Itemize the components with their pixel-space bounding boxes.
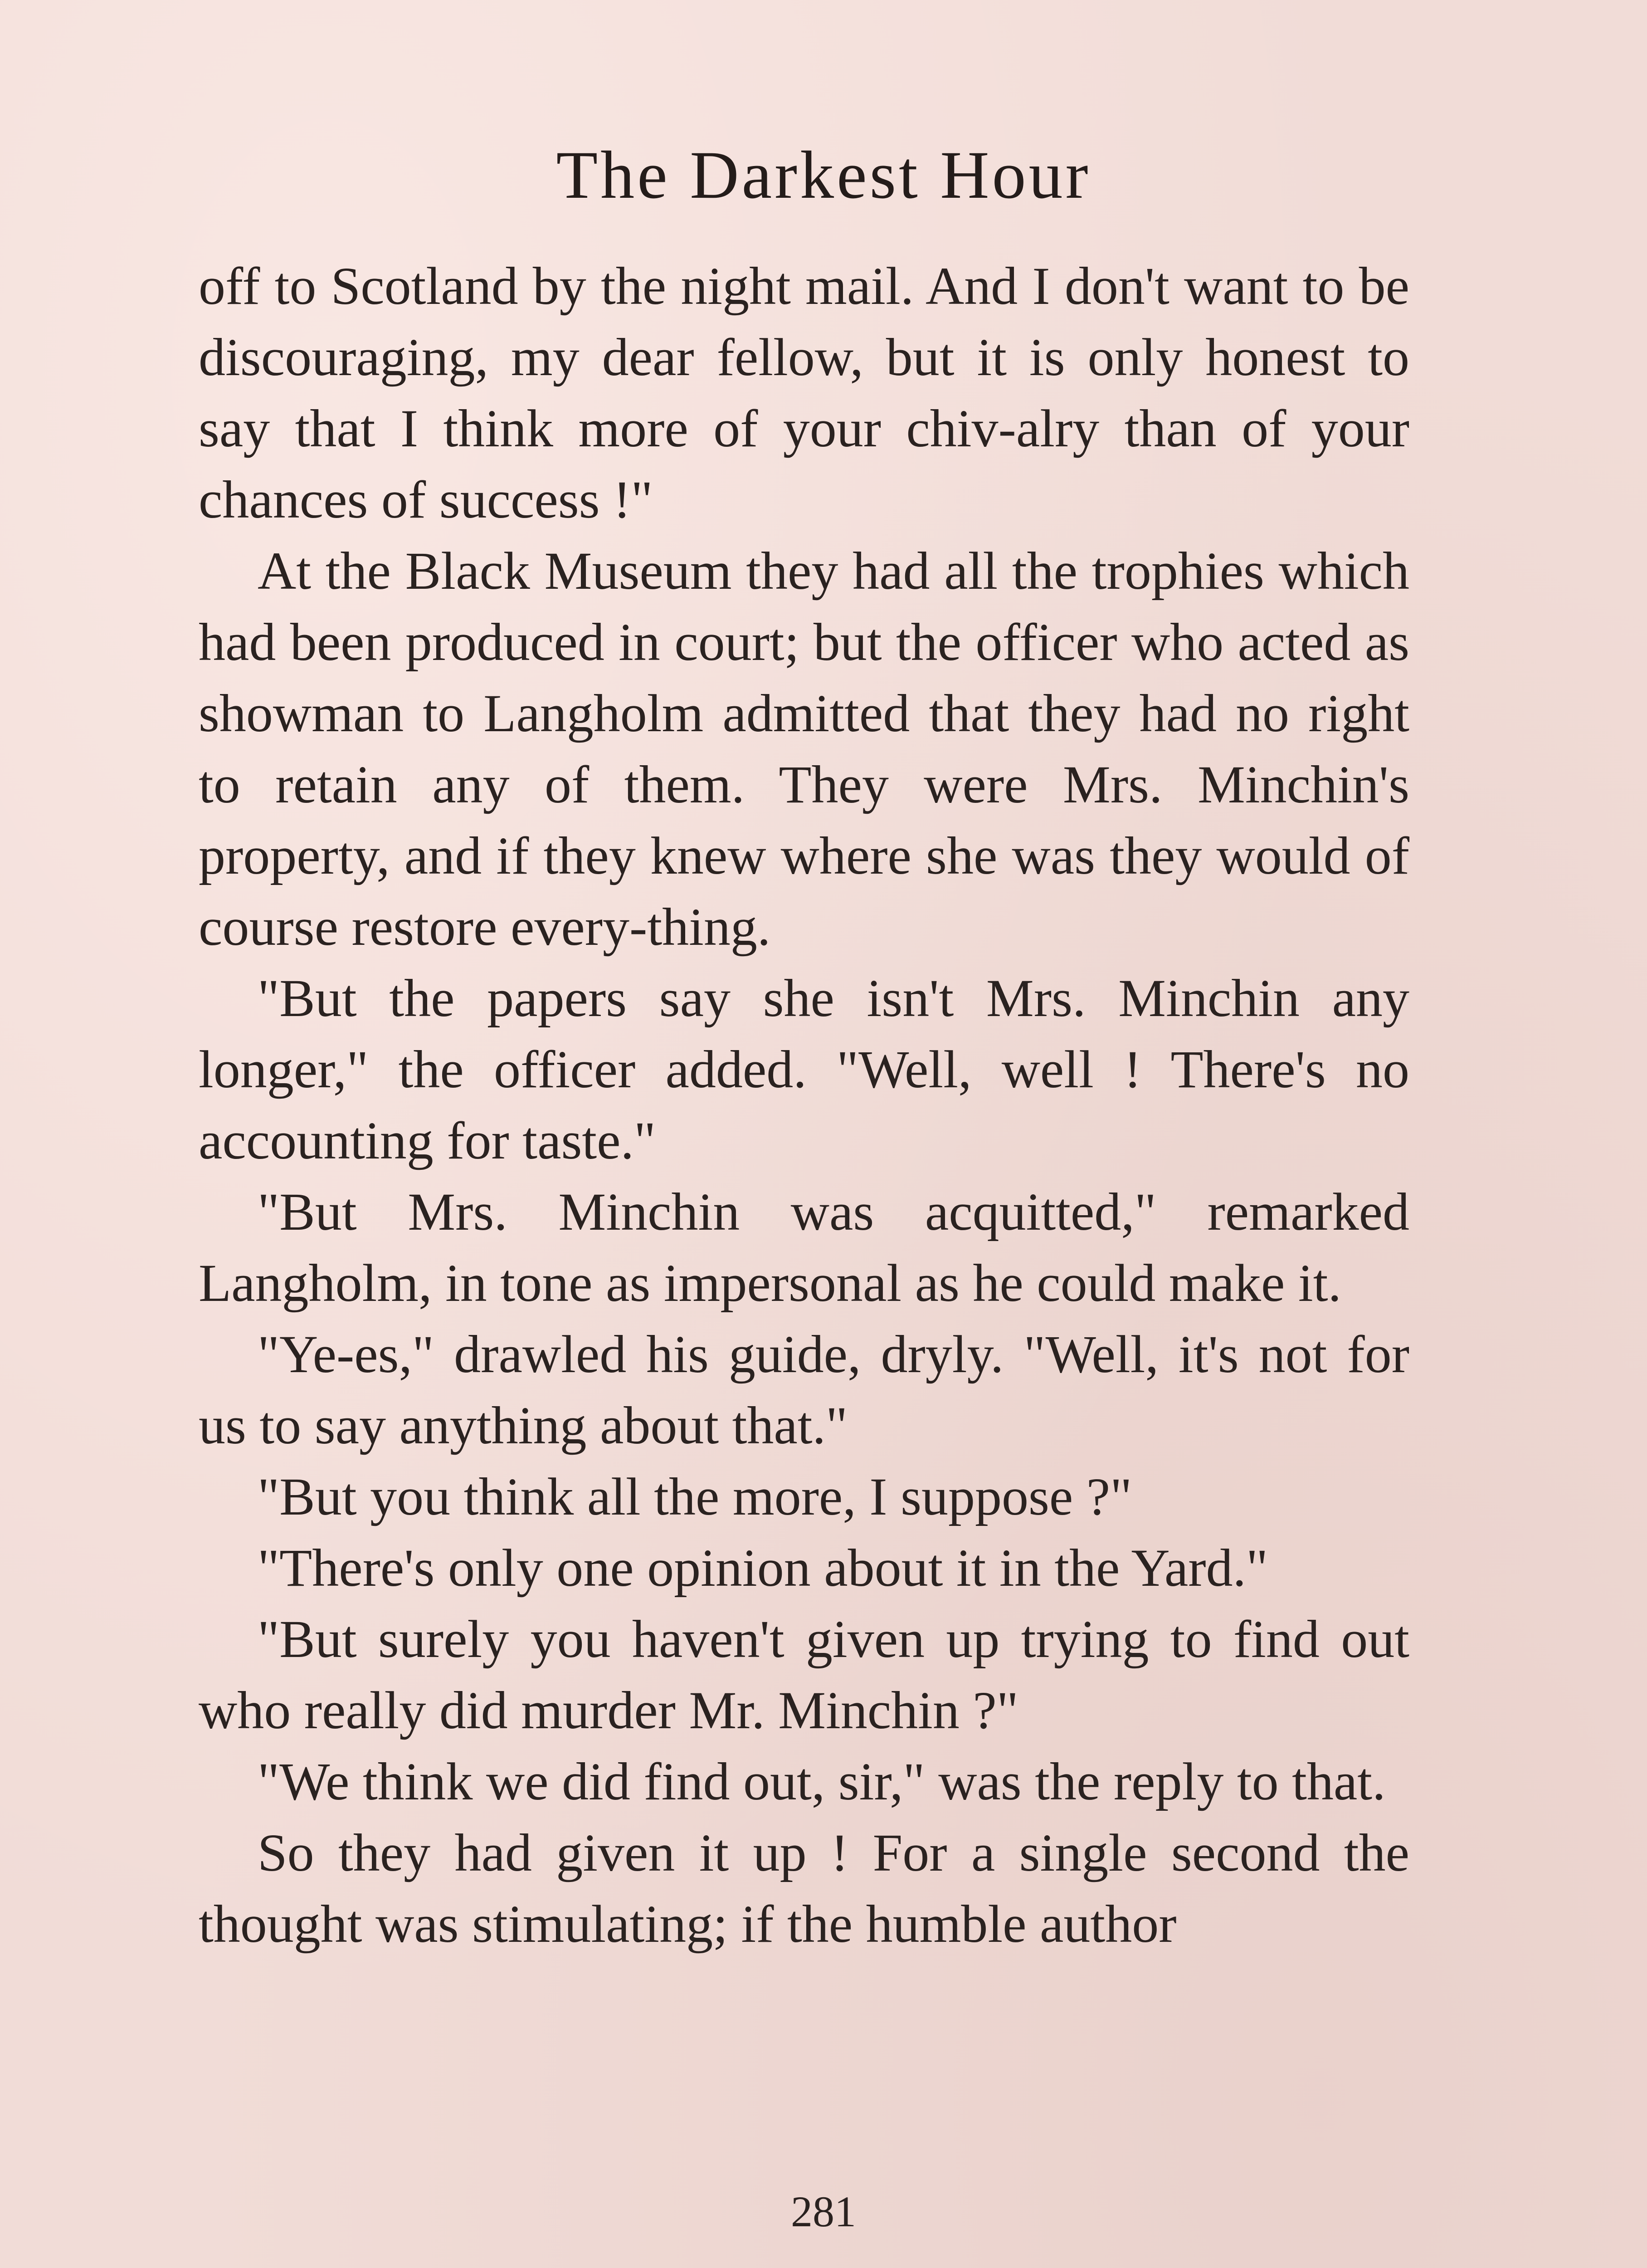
page-number: 281 [791, 2187, 856, 2236]
paragraph: off to Scotland by the night mail. And I don't want to be discouraging, my dear fellow, but it is only honest to say that I think more of your chiv-alry than of your chances of success !" [199, 256, 1409, 529]
running-head: The Darkest Hour [556, 137, 1091, 213]
paragraph: "But surely you haven't given up trying to find out who really did murder Mr. Minchin ?" [199, 1609, 1409, 1740]
body-text [199, 250, 1409, 1960]
paragraph: "But you think all the more, I suppose ?" [258, 1467, 1132, 1526]
paragraph: "But Mrs. Minchin was acquitted," remarked Langholm, in tone as impersonal as he could make it. [199, 1182, 1409, 1313]
paragraph: "There's only one opinion about it in the Yard." [258, 1538, 1268, 1598]
paragraph: So they had given it up ! For a single second the thought was stimulating; if the humble author [199, 1823, 1409, 1954]
paragraph: At the Black Museum they had all the trophies which had been produced in court; but the officer who acted as showman to Langholm admitted that they had no right to retain any of them. They were Mrs. Minchin's property, and if they knew where she was they would of course restore every-thing. [199, 541, 1409, 957]
paragraph: "Ye-es," drawled his guide, dryly. "Well, it's not for us to say anything about that." [199, 1325, 1409, 1455]
paragraph: "We think we did find out, sir," was the reply to that. [258, 1752, 1386, 1811]
paragraph: "But the papers say she isn't Mrs. Minchin any longer," the officer added. "Well, well ! There's no accounting for taste." [199, 968, 1409, 1170]
